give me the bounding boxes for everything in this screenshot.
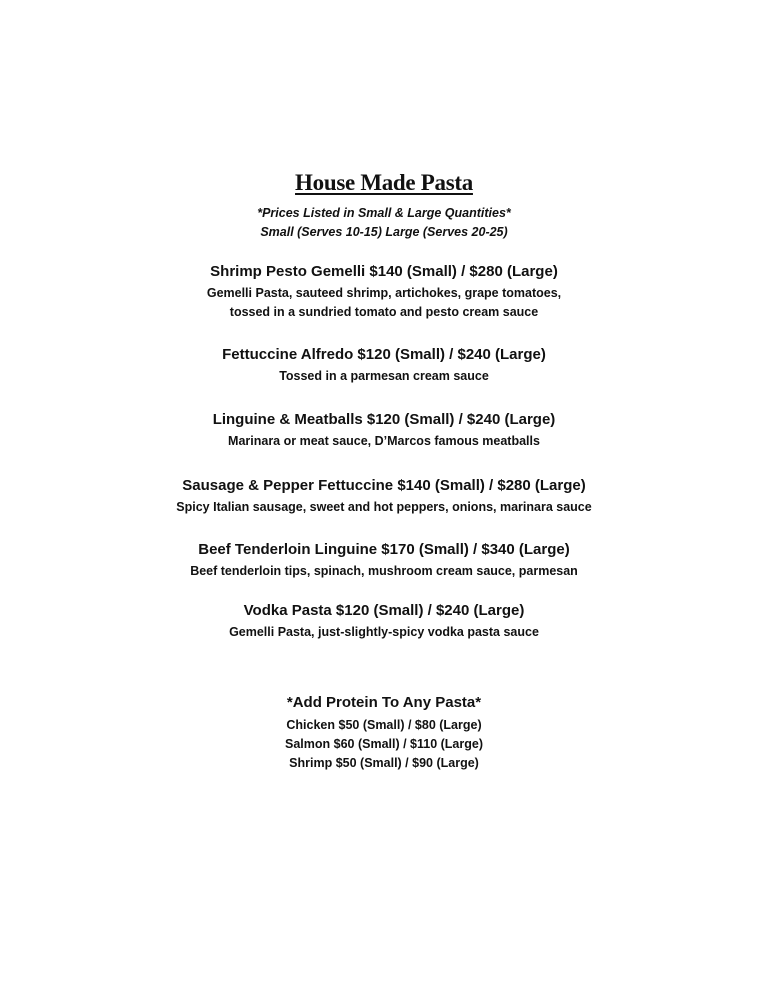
description-line: Beef tenderloin tips, spinach, mushroom cream sauce, parmesan (190, 564, 578, 578)
description-line: Spicy Italian sausage, sweet and hot peppers, onions, marinara sauce (176, 500, 592, 514)
menu-item-description (0, 562, 768, 581)
description-line: tossed in a sundried tomato and pesto cream sauce (229, 305, 539, 319)
menu-item-description (0, 623, 768, 642)
menu-item-name: Vodka Pasta $120 (Small) / $240 (Large) (243, 602, 525, 619)
menu-item-description (0, 284, 768, 322)
menu-item-name: Fettuccine Alfredo $120 (Small) / $240 (Large) (222, 346, 546, 363)
menu-item-description (0, 367, 768, 386)
add-protein-section (0, 693, 768, 773)
menu-item-name: Shrimp Pesto Gemelli $140 (Small) / $280 (Large) (210, 263, 558, 280)
protein-options-list (0, 716, 768, 773)
add-protein-title: *Add Protein To Any Pasta* (286, 694, 482, 711)
serving-size-note: Small (Serves 10-15) Large (Serves 20-25) (260, 225, 508, 239)
menu-item-description (0, 432, 768, 451)
menu-item-shrimp-pesto-gemelli (0, 262, 768, 322)
protein-option-salmon: Salmon $60 (Small) / $110 (Large) (285, 737, 483, 751)
protein-option-shrimp: Shrimp $50 (Small) / $90 (Large) (289, 756, 479, 770)
description-line: Gemelli Pasta, just-slightly-spicy vodka pasta sauce (229, 625, 539, 639)
menu-item-name: Beef Tenderloin Linguine $170 (Small) / $340 (Large) (198, 541, 570, 558)
menu-item-description (0, 498, 768, 517)
page-title: House Made Pasta (295, 170, 473, 195)
description-line: Gemelli Pasta, sauteed shrimp, artichokes, grape tomatoes, (206, 286, 562, 300)
menu-item-fettuccine-alfredo (0, 345, 768, 386)
menu-item-name: Linguine & Meatballs $120 (Small) / $240 (Large) (212, 411, 556, 428)
menu-item-linguine-meatballs (0, 410, 768, 451)
menu-item-name: Sausage & Pepper Fettuccine $140 (Small) / $280 (Large) (182, 477, 586, 494)
menu-item-vodka-pasta (0, 601, 768, 642)
description-line: Marinara or meat sauce, D’Marcos famous meatballs (228, 434, 540, 448)
description-line: Tossed in a parmesan cream sauce (279, 369, 489, 383)
protein-option-chicken: Chicken $50 (Small) / $80 (Large) (286, 718, 482, 732)
menu-item-sausage-pepper-fettuccine (0, 476, 768, 517)
pricing-note: *Prices Listed in Small & Large Quantities* (257, 206, 511, 220)
menu-item-beef-tenderloin-linguine (0, 540, 768, 581)
